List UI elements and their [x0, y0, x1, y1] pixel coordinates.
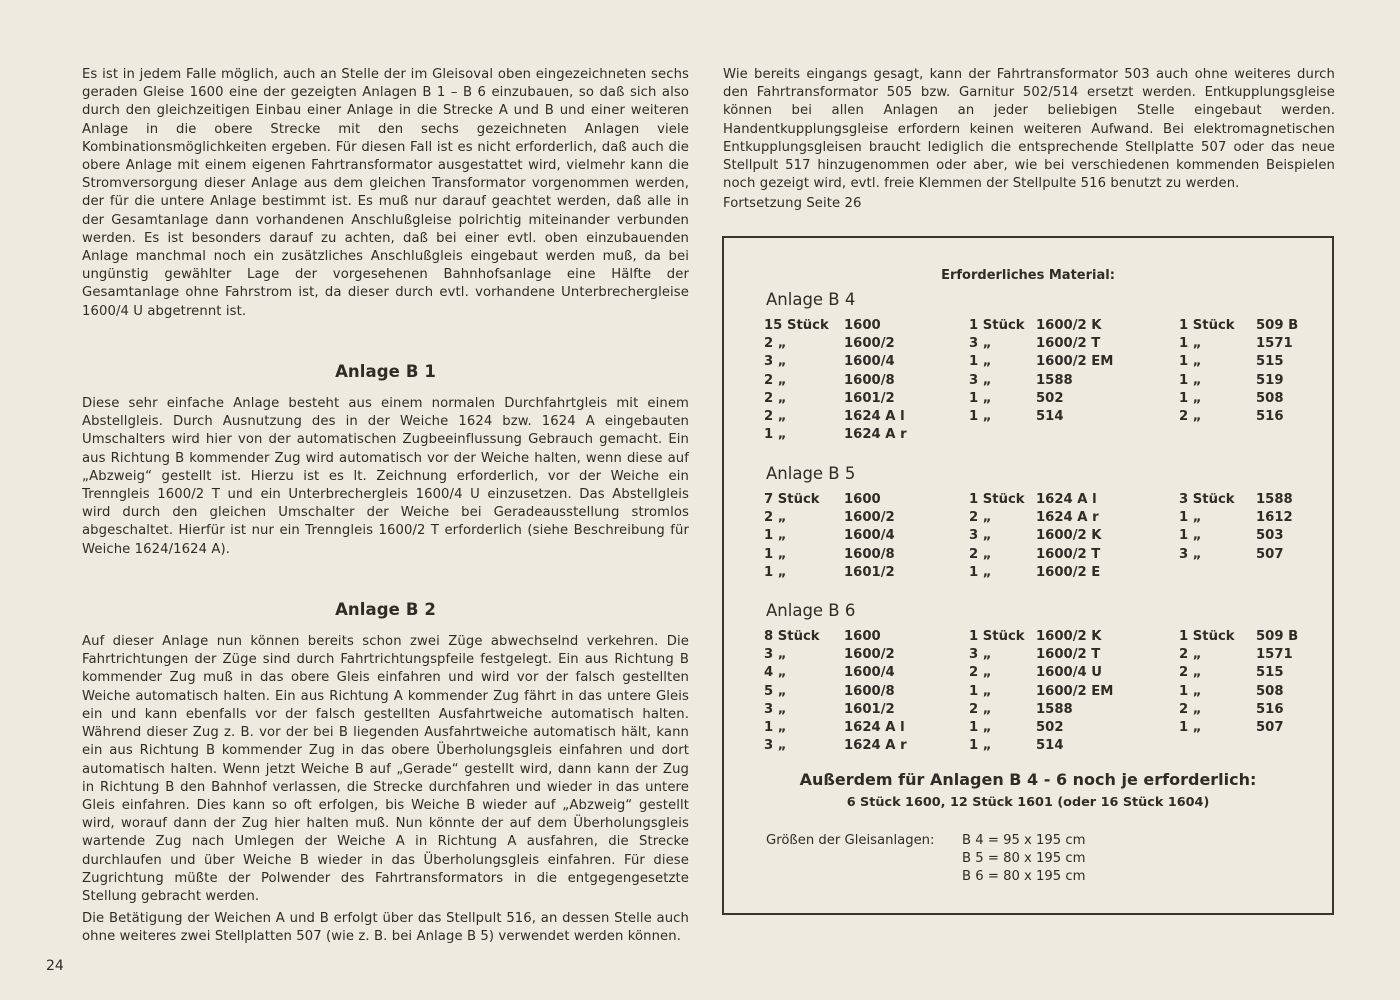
article-number-cell: 1600/4: [844, 665, 895, 681]
article-number-cell: 509 B: [1256, 318, 1299, 333]
article-number-cell: 1600/2: [844, 510, 895, 526]
anlage-b6-title: Anlage B 6: [766, 601, 856, 620]
quantity-cell: 1 „: [969, 738, 992, 754]
material-row: [764, 510, 1304, 528]
anlage-b2-paragraph: Auf dieser Anlage nun können bereits schon zwei Züge abwechselnd verkehren. Die Fahrtrichtungen der Züge sind durch Fahrtrichtungspfeile festgelegt. Ein aus Richtung B kommender Zug muß in das obere Gleis einfahren und wird vor der falsch gestellten Weiche automatisch halten. Ein aus Richtung A kommender Zug fährt in das untere Gleis ein und kann ebenfalls vor der falsch gestellten Ausfahrtweiche automatisch halten. Während dieser Zug z. B. vor der bei B liegenden Ausfahrtweiche automatisch hält, kann ein aus Richtung B kommender Zug in das obere Überholungsgleis einfahren und dort automatisch halten. Wenn jetzt Weiche B auf „Gerade“ gestellt wird, dann kann der Zug in Richtung B den Bahnhof verlassen, die Strecke durchfahren und wieder in das untere Gleis einfahren. Dies kann so oft erfolgen, bis Weiche B wieder auf „Abzweig“ gestellt wird, worauf dann der Zug hier halten muß. Nun könnte der auf dem Überholungsgleis wartende Zug nach Umlegen der Weiche A in Richtung A ausfahren, die Strecke durchlaufen und über Weiche B wieder in das Überholungsgleis einfahren. Für diese Zugrichtung müßte der Polwender des Fahrtransformators in die entgegengesetzte Stellung gebracht werden.: [82, 634, 689, 904]
quantity-cell: 3 „: [1179, 546, 1202, 562]
quantity-cell: 2 „: [764, 336, 787, 352]
quantity-cell: 1 „: [1179, 390, 1202, 406]
quantity-cell: 2 „: [969, 510, 992, 526]
quantity-cell: 1 „: [969, 354, 992, 370]
article-number-cell: 507: [1256, 719, 1284, 735]
anlage-b2-paragraph-2: Die Betätigung der Weichen A und B erfolgt über das Stellpult 516, an dessen Stelle auch ohne weiteres zwei Stellplatten 507 (wie z. B. bei Anlage B 5) verwendet werden können.: [82, 911, 689, 945]
quantity-cell: 1 „: [969, 408, 992, 424]
quantity-cell: 3 „: [764, 354, 787, 370]
article-number-cell: 1571: [1256, 647, 1293, 663]
right-intro-paragraph: Wie bereits eingangs gesagt, kann der Fahrtransformator 503 auch ohne weiteres durch den Fahrtransformator 505 bzw. Garnitur 502/514 ersetzt werden. Entkupplungsgleise können bei allen Anlagen an jeder beliebigen Stelle eingebaut werden. Handentkupplungsgleise erfordern keinen weiteren Aufwand. Bei elektromagnetischen Entkupplungsgleisen braucht lediglich die entsprechende Stellplatte 507 oder das neue Stellpult 517 hinzugenommen oder aber, wie bei verschiedenen kommenden Beispielen noch gezeigt wird, evtl. freie Klemmen der Stellpulte 516 benutzt zu werden.: [723, 67, 1335, 192]
article-number-cell: 1600/2 T: [1036, 546, 1101, 562]
quantity-cell: 2 „: [764, 408, 787, 424]
quantity-cell: 1 „: [969, 683, 992, 699]
quantity-cell: 1 Stück: [969, 629, 1025, 644]
quantity-cell: 1 „: [1179, 372, 1202, 388]
quantity-cell: 1 Stück: [969, 492, 1025, 507]
anlage-b2-title: Anlage B 2: [335, 599, 436, 619]
quantity-cell: 3 „: [764, 647, 787, 663]
quantity-cell: 1 „: [969, 564, 992, 580]
article-number-cell: 1624 A r: [1036, 510, 1099, 526]
quantity-cell: 1 Stück: [969, 318, 1025, 333]
material-row: [764, 547, 1304, 565]
quantity-cell: 2 „: [1179, 665, 1202, 681]
anlage-b5-table: [764, 492, 1304, 583]
article-number-cell: 515: [1256, 354, 1284, 370]
quantity-cell: 2 „: [764, 510, 787, 526]
article-number-cell: 1600/2 K: [1036, 318, 1102, 333]
article-number-cell: 1600/8: [844, 372, 895, 388]
article-number-cell: 1600/2 E: [1036, 564, 1101, 580]
quantity-cell: 1 „: [1179, 719, 1202, 735]
quantity-cell: 2 „: [1179, 408, 1202, 424]
left-column: [82, 66, 689, 947]
material-row: [764, 427, 1304, 445]
article-number-cell: 1624 A l: [844, 719, 905, 735]
article-number-cell: 1600: [844, 318, 881, 333]
article-number-cell: 1588: [1036, 372, 1073, 388]
article-number-cell: 516: [1256, 408, 1284, 424]
material-row: [764, 373, 1304, 391]
quantity-cell: 3 „: [764, 701, 787, 717]
quantity-cell: 2 „: [969, 701, 992, 717]
quantity-cell: 2 „: [1179, 701, 1202, 717]
size-b6: B 6 = 80 x 195 cm: [962, 869, 1086, 884]
quantity-cell: 1 Stück: [1179, 629, 1235, 644]
quantity-cell: 5 „: [764, 683, 787, 699]
quantity-cell: 8 Stück: [764, 629, 820, 644]
extra-material-text: 6 Stück 1600, 12 Stück 1601 (oder 16 Stück 1604): [846, 795, 1210, 810]
quantity-cell: 1 „: [764, 528, 787, 544]
material-row: [764, 409, 1304, 427]
article-number-cell: 1601/2: [844, 390, 895, 406]
quantity-cell: 3 „: [969, 528, 992, 544]
anlage-b6-table: [764, 629, 1304, 756]
article-number-cell: 1571: [1256, 336, 1293, 352]
quantity-cell: 2 „: [1179, 647, 1202, 663]
article-number-cell: 1600/8: [844, 546, 895, 562]
article-number-cell: 514: [1036, 738, 1064, 754]
material-row: [764, 391, 1304, 409]
material-row: [764, 665, 1304, 683]
material-row: [764, 318, 1304, 336]
quantity-cell: 1 „: [1179, 528, 1202, 544]
material-box: [722, 236, 1334, 915]
quantity-cell: 1 „: [969, 719, 992, 735]
material-row: [764, 647, 1304, 665]
article-number-cell: 1600/2 K: [1036, 528, 1102, 544]
material-row: [764, 565, 1304, 583]
quantity-cell: 2 „: [764, 390, 787, 406]
size-b5: B 5 = 80 x 195 cm: [962, 851, 1086, 866]
anlage-b4-table: [764, 318, 1304, 445]
quantity-cell: 1 „: [764, 546, 787, 562]
size-b4: B 4 = 95 x 195 cm: [962, 833, 1086, 848]
article-number-cell: 1600/2: [844, 647, 895, 663]
article-number-cell: 1588: [1036, 701, 1073, 717]
material-row: [764, 528, 1304, 546]
article-number-cell: 508: [1256, 683, 1284, 699]
quantity-cell: 2 „: [969, 665, 992, 681]
material-row: [764, 702, 1304, 720]
article-number-cell: 1600/4: [844, 528, 895, 544]
quantity-cell: 1 „: [969, 390, 992, 406]
quantity-cell: 4 „: [764, 665, 787, 681]
material-row: [764, 720, 1304, 738]
anlage-b1-paragraph: Diese sehr einfache Anlage besteht aus einem normalen Durchfahrtgleis mit einem Abstellgleis. Durch Ausnutzung des in der Weiche 1624 bzw. 1624 A eingebauten Umschalters wird hier von der automatischen Zugbeeinflussung Gebrauch gemacht. Ein aus Richtung B kommender Zug wird automatisch vor der Weiche halten, wenn diese auf „Abzweig“ gestellt ist. Hierzu ist es lt. Zeichnung erforderlich, vor der Weiche ein Trenngleis 1600/2 T und ein Unterbrechergleis 1600/4 U einzusetzen. Das Abstellgleis wird durch den gleichen Umschalter der Weiche bei Geradeausstellung stromlos abgeschaltet. Hierfür ist nur ein Trenngleis 1600/2 T erforderlich (siehe Beschreibung für Weiche 1624/1624 A).: [82, 396, 689, 557]
article-number-cell: 509 B: [1256, 629, 1299, 644]
article-number-cell: 1600: [844, 492, 881, 507]
article-number-cell: 503: [1256, 528, 1284, 544]
anlage-b4-title: Anlage B 4: [766, 290, 856, 309]
material-heading: Erforderliches Material:: [941, 268, 1115, 283]
article-number-cell: 1624 A l: [844, 408, 905, 424]
intro-paragraph: Es ist in jedem Falle möglich, auch an Stelle der im Gleisoval oben eingezeichneten sechs geraden Gleise 1600 eine der gezeigten Anlagen B 1 – B 6 einzubauen, so daß sich also durch den gleichzeitigen Einbau einer Anlage in die Strecke A und B und einer weiteren Anlage in die obere Strecke mit den sechs gezeichneten Anlagen viele Kombinationsmöglichkeiten ergeben. Für diesen Fall ist es nicht erforderlich, daß auch die obere Anlage mit einem eigenen Fahrtransformator ausgestattet wird, vielmehr kann die Stromversorgung dieser Anlage aus dem gleichen Transformator vorgenommen werden, der für die untere Anlage bestimmt ist. Es muß nur darauf geachtet werden, daß alle in der Gesamtanlage dann vorhandenen Anschlußgleise polrichtig miteinander verbunden werden. Es ist besonders darauf zu achten, daß bei einer evtl. oben einzubauenden Anlage manchmal noch ein zusätzliches Anschlußgleis eingebaut werden muß, da bei ungünstig gewählter Lage der vorgesehenen Bahnhofsanlage eine Hälfte der Gesamtanlage ohne Fahrstrom ist, da dieser durch evtl. vorhandene Unterbrechergleise 1600/4 U abgetrennt ist.: [82, 67, 689, 319]
material-row: [764, 354, 1304, 372]
quantity-cell: 3 „: [969, 372, 992, 388]
continuation-note: Fortsetzung Seite 26: [723, 196, 862, 212]
material-row: [764, 336, 1304, 354]
quantity-cell: 2 „: [969, 546, 992, 562]
quantity-cell: 3 „: [969, 647, 992, 663]
article-number-cell: 1624 A r: [844, 738, 907, 754]
anlage-b1-title: Anlage B 1: [335, 361, 436, 381]
material-row: [764, 492, 1304, 510]
article-number-cell: 508: [1256, 390, 1284, 406]
quantity-cell: 3 „: [764, 738, 787, 754]
article-number-cell: 1588: [1256, 492, 1293, 507]
quantity-cell: 1 Stück: [1179, 318, 1235, 333]
quantity-cell: 3 „: [969, 336, 992, 352]
article-number-cell: 507: [1256, 546, 1284, 562]
right-column: [723, 66, 1335, 214]
quantity-cell: 1 „: [764, 427, 787, 443]
article-number-cell: 1600: [844, 629, 881, 644]
material-row: [764, 629, 1304, 647]
article-number-cell: 502: [1036, 719, 1064, 735]
article-number-cell: 1601/2: [844, 701, 895, 717]
quantity-cell: 15 Stück: [764, 318, 829, 333]
quantity-cell: 1 „: [764, 719, 787, 735]
article-number-cell: 515: [1256, 665, 1284, 681]
quantity-cell: 1 „: [1179, 336, 1202, 352]
article-number-cell: 1624 A l: [1036, 492, 1097, 507]
quantity-cell: 1 „: [1179, 683, 1202, 699]
article-number-cell: 519: [1256, 372, 1284, 388]
anlage-b5-title: Anlage B 5: [766, 464, 856, 483]
quantity-cell: 1 „: [764, 564, 787, 580]
article-number-cell: 1600/2 T: [1036, 647, 1101, 663]
article-number-cell: 1600/8: [844, 683, 895, 699]
page-number: 24: [46, 958, 64, 974]
article-number-cell: 1600/2: [844, 336, 895, 352]
quantity-cell: 1 „: [1179, 510, 1202, 526]
article-number-cell: 1600/4 U: [1036, 665, 1102, 681]
article-number-cell: 1600/2 EM: [1036, 354, 1114, 370]
quantity-cell: 3 Stück: [1179, 492, 1235, 507]
article-number-cell: 1600/2 T: [1036, 336, 1101, 352]
quantity-cell: 2 „: [764, 372, 787, 388]
article-number-cell: 1600/2 EM: [1036, 683, 1114, 699]
article-number-cell: 1601/2: [844, 564, 895, 580]
extra-material-heading: Außerdem für Anlagen B 4 - 6 noch je erforderlich:: [799, 770, 1257, 789]
material-row: [764, 738, 1304, 756]
article-number-cell: 1600/2 K: [1036, 629, 1102, 644]
article-number-cell: 516: [1256, 701, 1284, 717]
article-number-cell: 1612: [1256, 510, 1293, 526]
quantity-cell: 1 „: [1179, 354, 1202, 370]
article-number-cell: 502: [1036, 390, 1064, 406]
article-number-cell: 514: [1036, 408, 1064, 424]
material-row: [764, 684, 1304, 702]
sizes-label: Größen der Gleisanlagen:: [766, 833, 935, 848]
article-number-cell: 1600/4: [844, 354, 895, 370]
article-number-cell: 1624 A r: [844, 427, 907, 443]
quantity-cell: 7 Stück: [764, 492, 820, 507]
